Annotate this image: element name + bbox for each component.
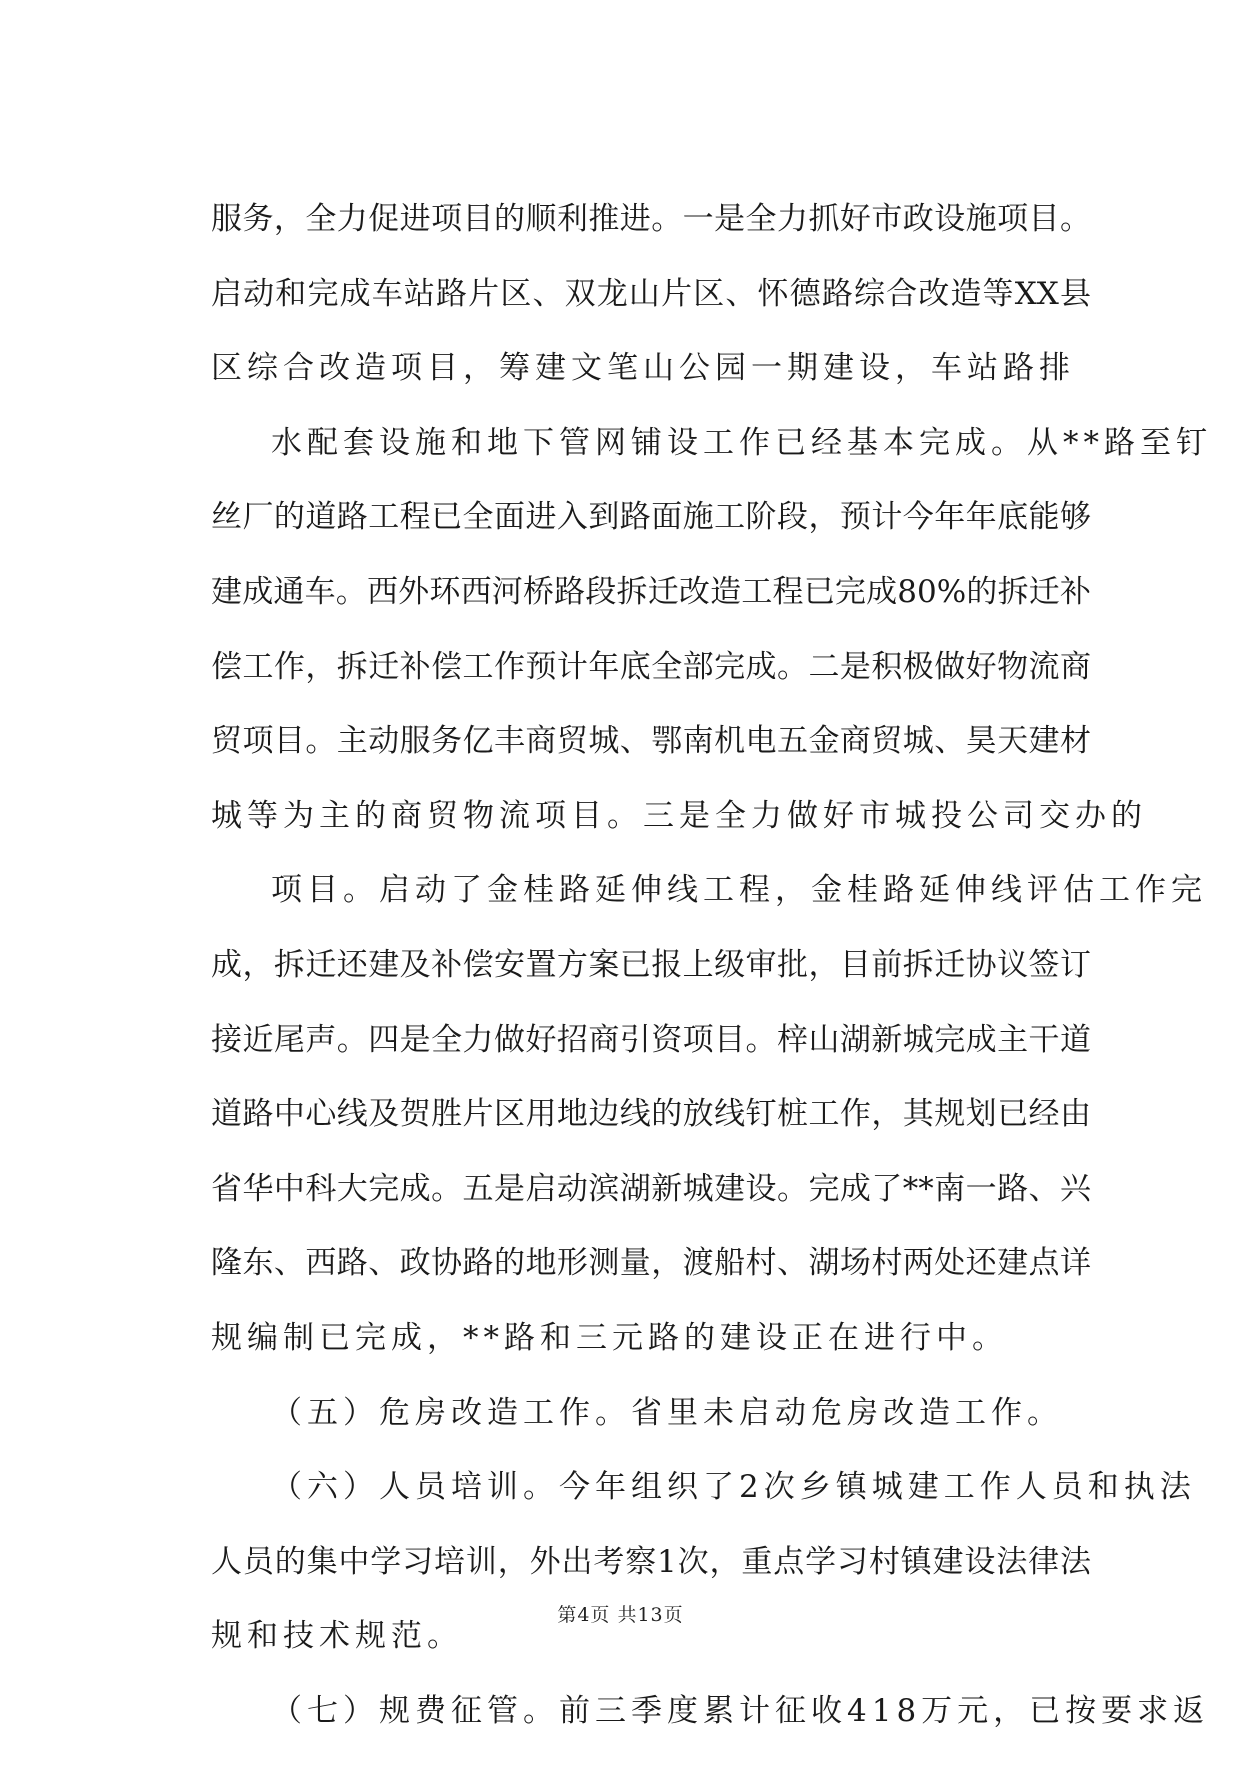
text-line: 人员的集中学习培训，外出考察1次，重点学习村镇建设法律法 [211,1543,1091,1580]
text-line: 偿工作，拆迁补偿工作预计年底全部完成。二是积极做好物流商 [211,648,1091,685]
section-heading-line: （六）人员培训。今年组织了2次乡镇城建工作人员和执法 [271,1469,1196,1506]
text-line: 规编制已完成，**路和三元路的建设正在进行中。 [211,1319,1008,1356]
page-number-footer: 第4页 共13页 [557,1604,684,1626]
text-line: 城等为主的商贸物流项目。三是全力做好市城投公司交办的 [211,797,1147,834]
text-line: 区综合改造项目，筹建文笔山公园一期建设，车站路排 [211,350,1075,387]
text-line: 省华中科大完成。五是启动滨湖新城建设。完成了**南一路、兴 [211,1170,1091,1207]
text-line: 建成通车。西外环西河桥路段拆迁改造工程已完成80%的拆迁补 [211,573,1091,610]
text-line: 隆东、西路、政协路的地形测量，渡船村、湖场村两处还建点详 [211,1245,1091,1282]
text-line: 成，拆迁还建及补偿安置方案已报上级审批，目前拆迁协议签订 [211,946,1091,983]
text-line: 服务，全力促进项目的顺利推进。一是全力抓好市政设施项目。 [211,201,1091,237]
text-line: 接近尾声。四是全力做好招商引资项目。梓山湖新城完成主干道 [211,1021,1091,1058]
section-heading-line: （五）危房改造工作。省里未启动危房改造工作。 [271,1394,1063,1431]
text-line: 水配套设施和地下管网铺设工作已经基本完成。从**路至钉 [271,424,1212,461]
text-line: 项目。启动了金桂路延伸线工程，金桂路延伸线评估工作完 [271,872,1207,909]
text-line: 启动和完成车站路片区、双龙山片区、怀德路综合改造等XX县 [211,275,1091,312]
text-line: 道路中心线及贺胜片区用地边线的放线钉桩工作，其规划已经由 [211,1096,1091,1133]
text-line: 规和技术规范。 [211,1618,463,1655]
text-line: 丝厂的道路工程已全面进入到路面施工阶段，预计今年年底能够 [211,499,1091,536]
text-line: 贸项目。主动服务亿丰商贸城、鄂南机电五金商贸城、昊天建材 [211,723,1091,760]
section-heading-line: （七）规费征管。前三季度累计征收418万元，已按要求返 [271,1692,1210,1729]
document-body [211,200,1212,1766]
